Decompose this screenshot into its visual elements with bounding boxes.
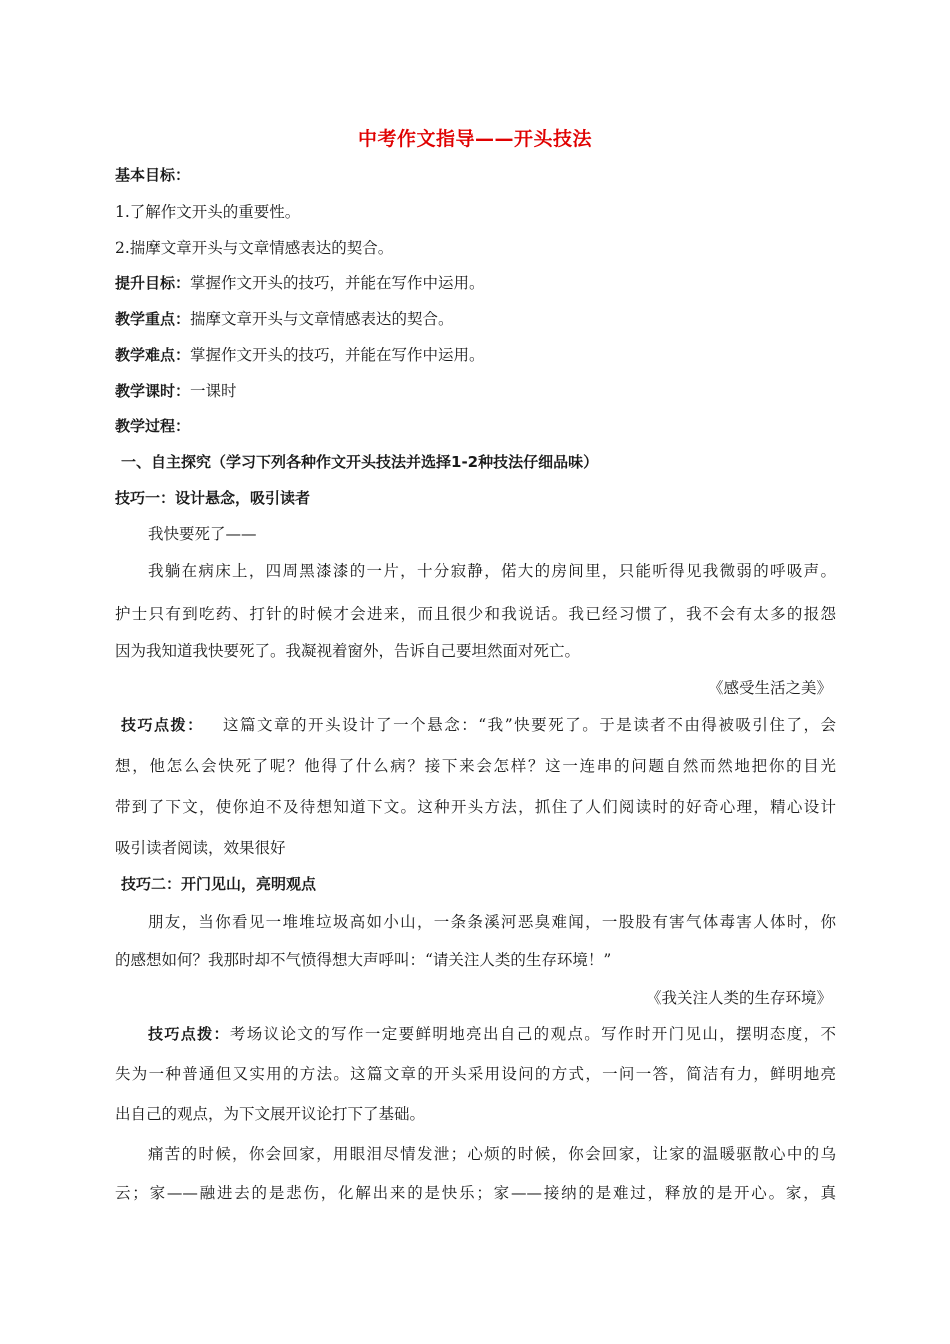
tip2-example-line: 的感想如何？我那时却不气愤得想大声呼叫：“请关注人类的生存环境！” [115, 951, 612, 969]
process-heading [115, 415, 190, 436]
tip1-comment-label: 技巧点拨： [121, 716, 204, 734]
tip2-comment-line: 出自己的观点，为下文展开议论打下了基础。 [115, 1105, 426, 1123]
hours-label: 教学课时： [115, 382, 191, 400]
section-heading: 一、自主探究（学习下列各种作文开头技法并选择1-2种技法仔细品味） [121, 453, 599, 471]
difficulty-label: 教学难点： [115, 346, 191, 364]
teaching-difficulty [115, 343, 485, 365]
tip2-example-line: 朋友，当你看见一堆堆垃圾高如小山，一条条溪河恶臭难闻，一股股有害气体毒害人体时，你 [148, 913, 836, 931]
tip2-source: 《我关注人类的生存环境》 [645, 989, 832, 1007]
tip2-comment-label: 技巧点拨： [148, 1025, 230, 1043]
tip1-source: 《感受生活之美》 [707, 679, 832, 697]
focus-text: 揣摩文章开头与文章情感表达的契合。 [190, 310, 454, 328]
tip2-comment-line [148, 1022, 836, 1044]
tip2-comment-line: 失为一种普通但又实用的方法。这篇文章的开头采用设问的方式，一问一答，简洁有力，鲜明地亮 [115, 1065, 836, 1083]
tip1-heading: 技巧一：设计悬念，吸引读者 [115, 489, 311, 507]
improve-label: 提升目标： [115, 274, 191, 292]
improve-goal [115, 271, 485, 293]
tip2-example2-line: 云；家——融进去的是悲伤，化解出来的是快乐；家——接纳的是难过，释放的是开心。家，真 [115, 1184, 836, 1202]
basic-goal-heading [115, 164, 190, 185]
difficulty-text: 掌握作文开头的技巧，并能在写作中运用。 [190, 346, 485, 364]
tip2-heading: 技巧二：开门见山，亮明观点 [121, 875, 317, 893]
tip1-comment-text: 这篇文章的开头设计了一个悬念：“我”快要死了。于是读者不由得被吸引住了，会 [222, 716, 836, 734]
tip1-example-line: 我躺在病床上，四周黑漆漆的一片，十分寂静，偌大的房间里，只能听得见我微弱的呼吸声。 [148, 562, 836, 580]
tip1-comment-line: 想，他怎么会快死了呢？他得了什么病？接下来会怎样？这一连串的问题自然而然地把你的目光 [115, 757, 836, 775]
focus-label: 教学重点： [115, 310, 191, 328]
page-title: 中考作文指导——开头技法 [357, 128, 592, 150]
tip2-comment-text: 考场议论文的写作一定要鲜明地亮出自己的观点。写作时开门见山，摆明态度，不 [229, 1025, 836, 1043]
teaching-focus [115, 307, 454, 329]
basic-goal-item: 1.了解作文开头的重要性。 [115, 203, 301, 221]
tip1-comment-line: 带到了下文，使你迫不及待想知道下文。这种开头方法，抓住了人们阅读时的好奇心理，精心设计 [115, 798, 836, 816]
hours-text: 一课时 [190, 382, 237, 400]
teaching-hours [115, 379, 237, 401]
tip2-example2-line: 痛苦的时候，你会回家，用眼泪尽情发泄；心烦的时候，你会回家，让家的温暖驱散心中的乌 [148, 1145, 836, 1163]
tip1-example-line: 我快要死了—— [148, 525, 257, 543]
basic-goal-item: 2.揣摩文章开头与文章情感表达的契合。 [115, 239, 394, 257]
tip1-example-line: 护士只有到吃药、打针的时候才会进来，而且很少和我说话。我已经习惯了，我不会有太多的报怨 [115, 605, 836, 623]
basic-goal-label: 基本目标： [115, 166, 191, 184]
tip1-comment-line: 吸引读者阅读，效果很好 [115, 839, 286, 857]
improve-text: 掌握作文开头的技巧，并能在写作中运用。 [190, 274, 485, 292]
process-label: 教学过程： [115, 417, 191, 435]
tip1-example-line: 因为我知道我快要死了。我凝视着窗外，告诉自己要坦然面对死亡。 [115, 642, 581, 660]
tip1-comment-line [121, 713, 836, 735]
